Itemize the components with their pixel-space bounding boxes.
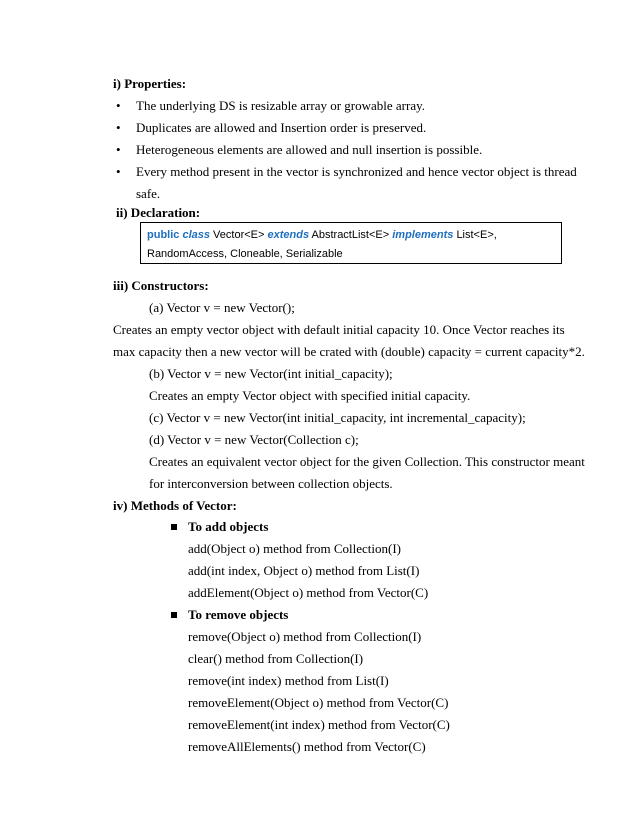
interface-name: List<E>, [456,229,497,241]
method-item: removeAllElements() method from Vector(C) [188,739,426,754]
constructors-heading: iii) Constructors: [113,278,209,293]
class-name: Vector<E> [213,229,265,241]
keyword-class: class [182,229,210,241]
constructor-c: (c) Vector v = new Vector(int initial_capacity, int incremental_capacity); [149,410,526,425]
code-block [140,222,562,264]
method-item: add(int index, Object o) method from List(I) [188,563,420,578]
method-item: remove(Object o) method from Collection(I) [188,629,422,644]
bullet-icon: • [116,142,121,157]
property-item: Every method present in the vector is synchronized and hence vector object is thread [136,164,577,179]
constructor-b-desc: Creates an empty Vector object with specified initial capacity. [149,388,471,403]
property-item: The underlying DS is resizable array or growable array. [136,98,426,113]
property-item: Heterogeneous elements are allowed and null insertion is possible. [136,142,483,157]
constructor-d: (d) Vector v = new Vector(Collection c); [149,432,359,447]
method-item: addElement(Object o) method from Vector(C) [188,585,429,600]
method-item: removeElement(int index) method from Vector(C) [188,717,450,732]
bullet-icon: • [116,164,121,179]
square-bullet-icon [171,612,177,618]
constructor-b: (b) Vector v = new Vector(int initial_capacity); [149,366,393,381]
method-item: add(Object o) method from Collection(I) [188,541,401,556]
method-item: clear() method from Collection(I) [188,651,364,666]
bullet-icon: • [116,120,121,135]
parent-class: AbstractList<E> [311,229,390,241]
constructor-a-desc: max capacity then a new vector will be crated with (double) capacity = current capacity*2. [113,344,585,359]
remove-objects-heading: To remove objects [188,607,289,622]
code-line-1 [147,228,497,242]
property-item: Duplicates are allowed and Insertion order is preserved. [136,120,427,135]
constructor-a-desc: Creates an empty vector object with default initial capacity 10. Once Vector reaches its [113,322,565,337]
method-item: removeElement(Object o) method from Vector(C) [188,695,449,710]
square-bullet-icon [171,524,177,530]
constructor-d-desc: Creates an equivalent vector object for the given Collection. This constructor meant [149,454,585,469]
keyword-extends: extends [267,229,310,241]
constructor-d-desc: for interconversion between collection objects. [149,476,393,491]
property-item-continuation: safe. [136,186,161,201]
method-item: remove(int index) method from List(I) [188,673,389,688]
declaration-heading: ii) Declaration: [116,205,201,220]
keyword-public: public [147,229,180,241]
add-objects-heading: To add objects [188,519,269,534]
properties-heading: i) Properties: [113,76,187,91]
bullet-icon: • [116,98,121,113]
constructor-a: (a) Vector v = new Vector(); [149,300,295,315]
code-line-2: RandomAccess, Cloneable, Serializable [147,248,343,260]
methods-heading: iv) Methods of Vector: [113,498,237,513]
keyword-implements: implements [392,229,454,241]
